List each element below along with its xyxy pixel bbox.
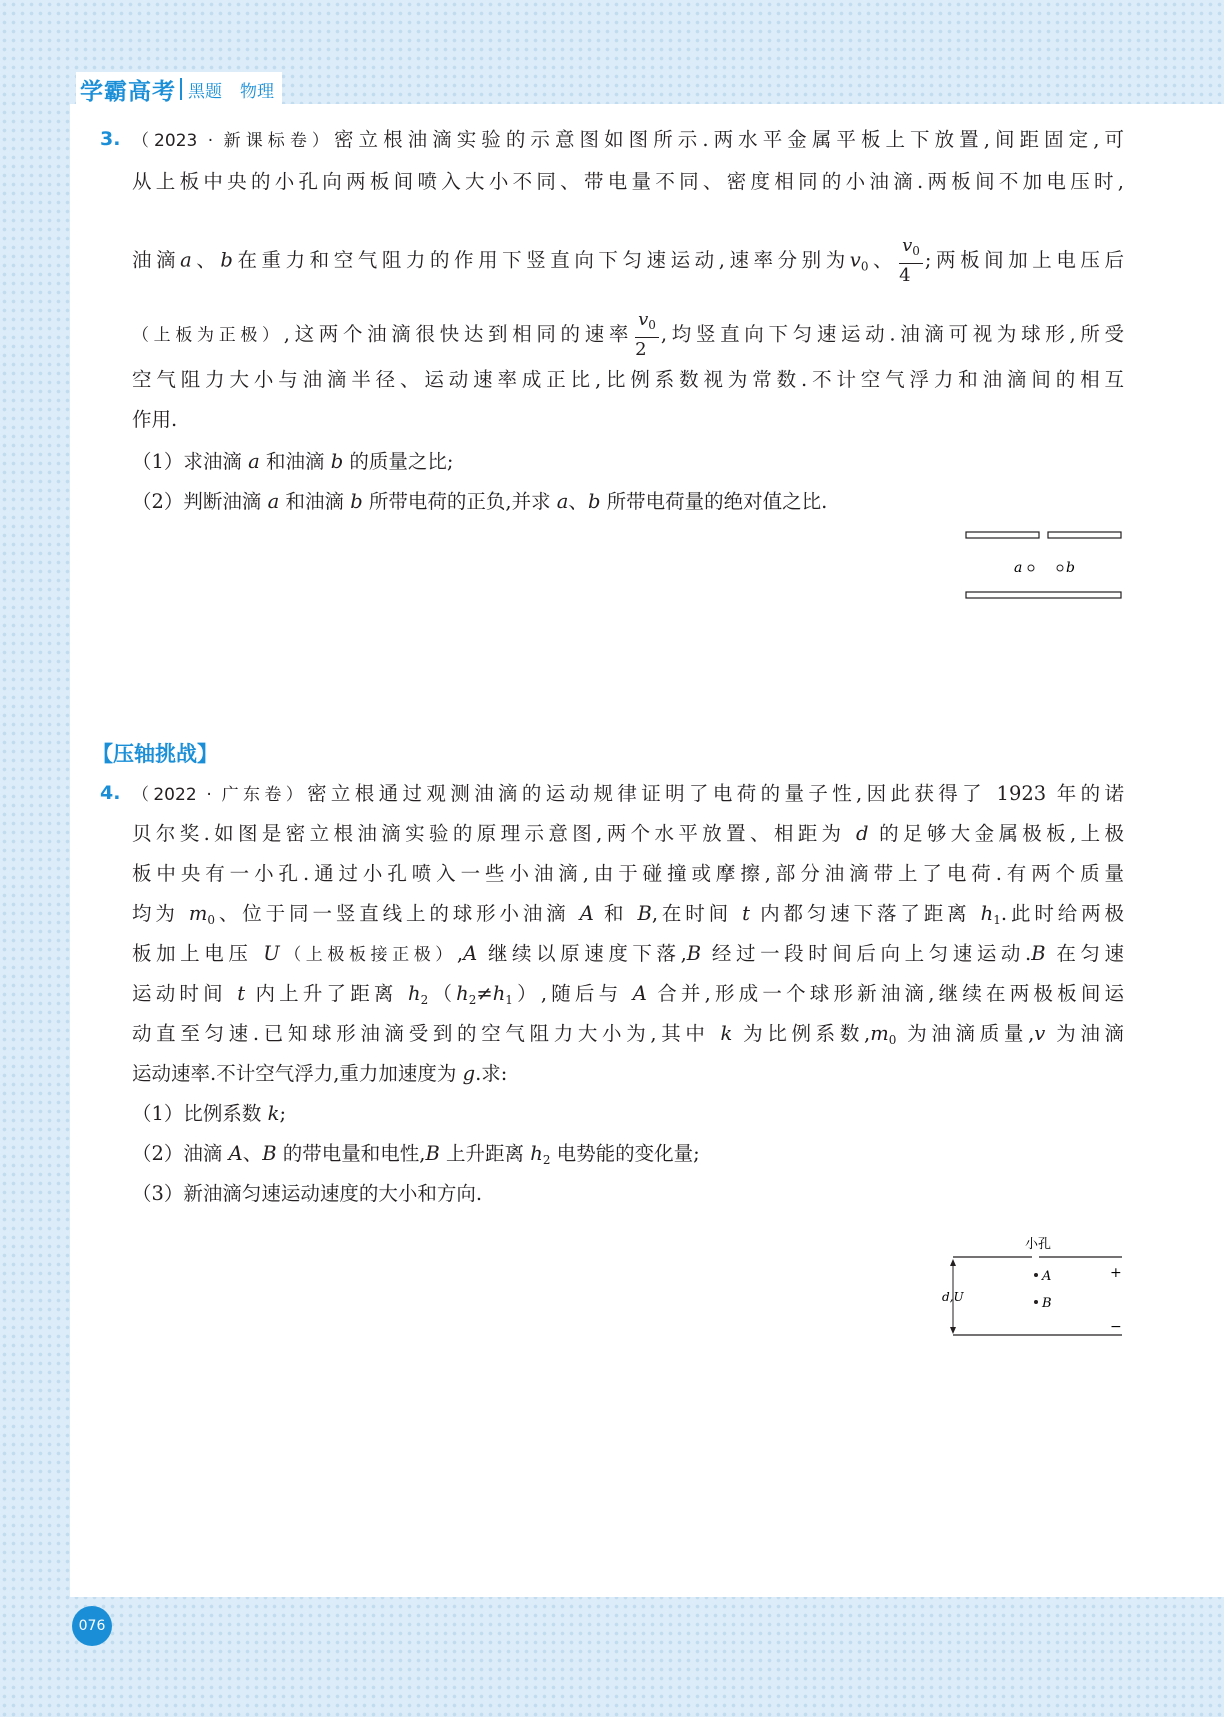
question-number: 4.: [100, 782, 121, 804]
question-source: （2023 · 新课标卷）: [132, 131, 334, 151]
q4-figure: [935, 1230, 1127, 1340]
q4-part-2: （2）油滴 A、B 的带电量和电性,B 上升距离 $h_2$ 电势能的变化量;: [132, 1142, 700, 1167]
q3-part-2: （2）判断油滴 a 和油滴 b 所带电荷的正负,并求 a、b 所带电荷量的绝对值之比.: [132, 490, 828, 513]
upper-plate-right: [1048, 532, 1121, 538]
page-number: 076: [72, 1606, 112, 1646]
fraction-v0-over-4: $\frac{v_0}{4}$: [899, 234, 923, 288]
dU-label: d,U: [942, 1290, 964, 1304]
q3-line-1: [132, 128, 1124, 153]
q3-text: 密立根油滴实验的示意图如图所示.两水平金属平板上下放置,间距固定,可: [333, 128, 1124, 151]
minus-sign: −: [1110, 1319, 1122, 1335]
lower-plate: [966, 592, 1121, 598]
q4-line-6: 运动时间 t 内上升了距离 $h_2(h_2\ne h_1)$,随后与 A 合并,形成一个球形新油滴,继续在两极板间运: [132, 982, 1125, 1007]
brand-title: 学霸高考: [80, 78, 176, 105]
header-bar: [76, 72, 282, 106]
label-A: A: [1042, 1269, 1052, 1284]
q4-line-5: 板加上电压 U（上极板接正极）,A 继续以原速度下落,B 经过一段时间后向上匀速运动.B 在匀速: [132, 942, 1124, 965]
q4-line-3: 板中央有一小孔.通过小孔喷入一些小油滴,由于碰撞或摩擦,部分油滴带上了电荷.有两个质量: [132, 862, 1124, 885]
hole-label: 小孔: [1025, 1237, 1052, 1252]
q3-line-2: 从上板中央的小孔向两板间喷入大小不同、带电量不同、密度相同的小油滴.两板间不加电压时,: [132, 170, 1124, 193]
section-title: 【压轴挑战】: [92, 742, 218, 766]
q4-part-3: （3）新油滴匀速运动速度的大小和方向.: [132, 1182, 483, 1205]
q3-figure: [960, 528, 1126, 604]
q4-part-1: （1）比例系数 k;: [132, 1102, 287, 1125]
q3-line-4: （上板为正极）,这两个油滴很快达到相同的速率 $\frac{v_0}{2}$ ,均竖直向下匀速运动.油滴可视为球形,所受: [132, 309, 1124, 360]
plus-sign: +: [1110, 1265, 1122, 1281]
arrow-head-down: [950, 1327, 956, 1334]
q3-line-3: 油滴a、b在重力和空气阻力的作用下竖直向下匀速运动,速率分别为$v_0$、 $\frac{v_0}{4}$ ;两板间加上电压后: [132, 235, 1124, 286]
series-label: 黑题: [188, 81, 222, 102]
droplet-A: [1034, 1273, 1038, 1277]
droplet-a: [1028, 565, 1034, 571]
q4-line-4: 均为 $m_0$、位于同一竖直线上的球形小油滴 A 和 B,在时间 t 内都匀速下落了距离 $h_1$.此时给两极: [132, 902, 1125, 927]
q3-line-5: 空气阻力大小与油滴半径、运动速率成正比,比例系数视为常数.不计空气浮力和油滴间的相互: [132, 368, 1124, 391]
arrow-head-up: [950, 1259, 956, 1266]
subject-label: 物理: [240, 81, 274, 102]
q4-line-1: （2022 · 广东卷）密立根通过观测油滴的运动规律证明了电荷的量子性,因此获得了 1923 年的诺: [132, 782, 1124, 805]
q4-line-2: 贝尔奖.如图是密立根油滴实验的原理示意图,两个水平放置、相距为 d 的足够大金属极板,上极: [132, 822, 1124, 845]
q3-part-1: （1）求油滴 a 和油滴 b 的质量之比;: [132, 450, 454, 473]
fraction-v0-over-2: $\frac{v_0}{2}$: [635, 308, 659, 362]
droplet-B: [1034, 1300, 1038, 1304]
label-a: a: [1014, 560, 1023, 576]
label-b: b: [1066, 560, 1075, 576]
question-number: 3.: [100, 128, 121, 150]
droplet-b: [1057, 565, 1063, 571]
label-B: B: [1042, 1296, 1052, 1311]
q4-line-8: 运动速率.不计空气浮力,重力加速度为 g.求:: [132, 1062, 508, 1085]
q3-line-6: 作用.: [132, 408, 178, 431]
q4-line-7: 动直至匀速.已知球形油滴受到的空气阻力大小为,其中 k 为比例系数$,m_0$ 为油滴质量,v 为油滴: [132, 1022, 1125, 1047]
upper-plate-left: [966, 532, 1039, 538]
header-divider: [180, 78, 182, 100]
